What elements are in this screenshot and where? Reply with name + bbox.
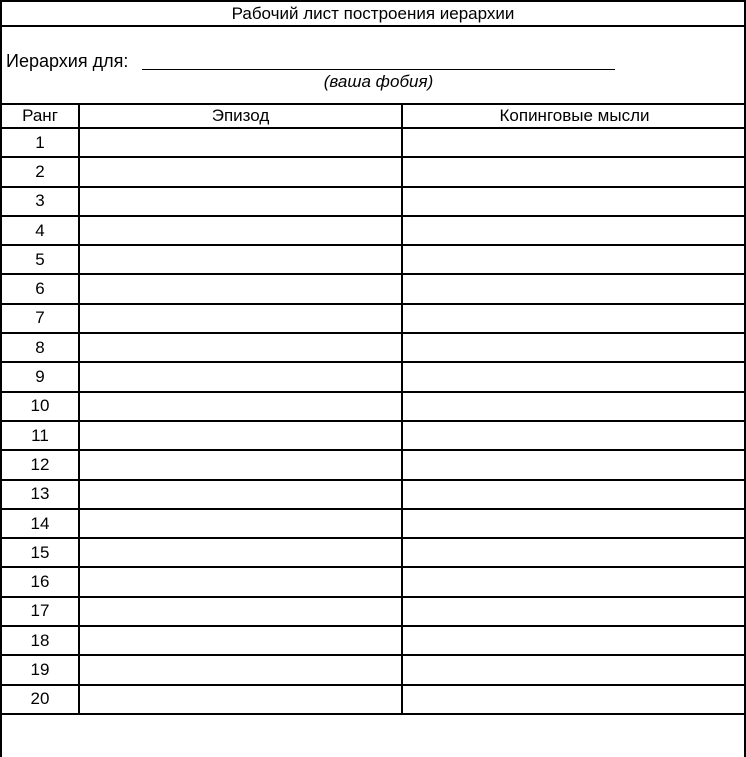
rank-cell: 16 — [1, 567, 79, 596]
episode-cell[interactable] — [79, 450, 402, 479]
episode-cell[interactable] — [79, 655, 402, 684]
worksheet-title: Рабочий лист построения иерархии — [231, 4, 515, 23]
rank-cell: 11 — [1, 421, 79, 450]
coping-thoughts-cell[interactable] — [402, 304, 746, 333]
coping-thoughts-cell[interactable] — [402, 362, 746, 391]
rank-cell: 1 — [1, 128, 79, 157]
hierarchy-fill-line[interactable] — [142, 69, 615, 70]
coping-thoughts-cell[interactable] — [402, 597, 746, 626]
hierarchy-hint: (ваша фобия) — [323, 72, 434, 91]
coping-thoughts-cell[interactable] — [402, 538, 746, 567]
table-row — [1, 509, 746, 538]
coping-thoughts-cell[interactable] — [402, 567, 746, 596]
column-header-thoughts: Копинговые мысли — [402, 104, 746, 128]
table-row — [1, 245, 746, 274]
coping-thoughts-cell[interactable] — [402, 245, 746, 274]
coping-thoughts-cell[interactable] — [402, 685, 746, 714]
rank-cell: 18 — [1, 626, 79, 655]
episode-cell[interactable] — [79, 626, 402, 655]
episode-cell[interactable] — [79, 362, 402, 391]
rank-cell: 20 — [1, 685, 79, 714]
episode-cell[interactable] — [79, 157, 402, 186]
coping-thoughts-cell[interactable] — [402, 392, 746, 421]
column-header-rank: Ранг — [1, 104, 79, 128]
table-row — [1, 392, 746, 421]
episode-cell[interactable] — [79, 333, 402, 362]
coping-thoughts-cell[interactable] — [402, 655, 746, 684]
coping-thoughts-cell[interactable] — [402, 480, 746, 509]
rank-cell: 9 — [1, 362, 79, 391]
table-row — [1, 157, 746, 186]
table-row — [1, 538, 746, 567]
episode-cell[interactable] — [79, 538, 402, 567]
rank-cell: 3 — [1, 187, 79, 216]
coping-thoughts-cell[interactable] — [402, 509, 746, 538]
sheet-border-top — [0, 0, 746, 2]
coping-thoughts-cell[interactable] — [402, 333, 746, 362]
table-row — [1, 128, 746, 157]
episode-cell[interactable] — [79, 245, 402, 274]
table-row — [1, 362, 746, 391]
table-row — [1, 304, 746, 333]
table-row — [1, 274, 746, 303]
episode-cell[interactable] — [79, 187, 402, 216]
coping-thoughts-cell[interactable] — [402, 157, 746, 186]
rank-cell: 4 — [1, 216, 79, 245]
table-row — [1, 626, 746, 655]
episode-cell[interactable] — [79, 392, 402, 421]
column-header-episode: Эпизод — [79, 104, 402, 128]
title-divider — [0, 25, 746, 27]
rank-cell: 14 — [1, 509, 79, 538]
coping-thoughts-cell[interactable] — [402, 626, 746, 655]
episode-cell[interactable] — [79, 685, 402, 714]
rank-cell: 12 — [1, 450, 79, 479]
episode-cell[interactable] — [79, 509, 402, 538]
episode-cell[interactable] — [79, 216, 402, 245]
episode-cell[interactable] — [79, 597, 402, 626]
episode-cell[interactable] — [79, 274, 402, 303]
coping-thoughts-cell[interactable] — [402, 216, 746, 245]
hierarchy-table — [0, 103, 746, 715]
episode-cell[interactable] — [79, 480, 402, 509]
coping-thoughts-cell[interactable] — [402, 421, 746, 450]
rank-cell: 10 — [1, 392, 79, 421]
table-row — [1, 216, 746, 245]
rank-cell: 17 — [1, 597, 79, 626]
table-row — [1, 480, 746, 509]
rank-cell: 6 — [1, 274, 79, 303]
table-row — [1, 567, 746, 596]
table-row — [1, 655, 746, 684]
episode-cell[interactable] — [79, 128, 402, 157]
hierarchy-label: Иерархия для: — [6, 51, 129, 71]
coping-thoughts-cell[interactable] — [402, 187, 746, 216]
episode-cell[interactable] — [79, 421, 402, 450]
table-row — [1, 187, 746, 216]
episode-cell[interactable] — [79, 304, 402, 333]
coping-thoughts-cell[interactable] — [402, 274, 746, 303]
coping-thoughts-cell[interactable] — [402, 128, 746, 157]
rank-cell: 7 — [1, 304, 79, 333]
rank-cell: 13 — [1, 480, 79, 509]
rank-cell: 2 — [1, 157, 79, 186]
table-row — [1, 597, 746, 626]
rank-cell: 8 — [1, 333, 79, 362]
table-row — [1, 685, 746, 714]
table-row — [1, 333, 746, 362]
table-row — [1, 450, 746, 479]
rank-cell: 15 — [1, 538, 79, 567]
rank-cell: 5 — [1, 245, 79, 274]
table-header-row — [1, 104, 746, 128]
rank-cell: 19 — [1, 655, 79, 684]
table-row — [1, 421, 746, 450]
episode-cell[interactable] — [79, 567, 402, 596]
coping-thoughts-cell[interactable] — [402, 450, 746, 479]
